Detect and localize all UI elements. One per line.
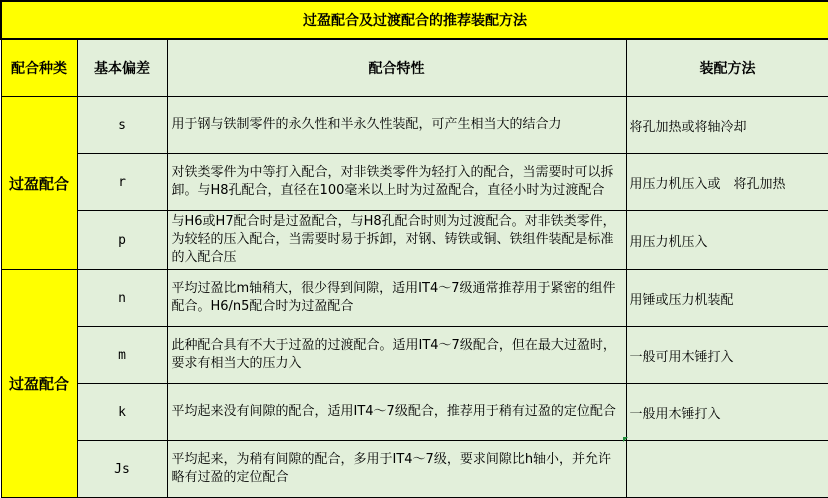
method-cell[interactable] xyxy=(626,441,828,498)
fit-kind-cell[interactable]: 过盈配合 xyxy=(1,270,77,498)
property-cell[interactable]: 对铁类零件为中等打入配合，对非铁类零件为轻打入的配合，当需要时可以拆卸。与H8孔配合，直径在100毫米以上时为过盈配合，直径小时为过渡配合 xyxy=(167,154,626,211)
deviation-cell[interactable]: r xyxy=(77,154,167,211)
property-cell[interactable]: 平均起来，为稍有间隙的配合，多用于IT4～7级，要求间隙比h轴小，并允许略有过盈的定位配合 xyxy=(167,441,626,498)
deviation-cell[interactable]: Js xyxy=(77,441,167,498)
table-row xyxy=(1,211,828,270)
table-title[interactable]: 过盈配合及过渡配合的推荐装配方法 xyxy=(1,1,828,39)
method-cell[interactable]: 用锤或压力机装配 xyxy=(626,270,828,327)
deviation-cell[interactable]: s xyxy=(77,97,167,154)
deviation-cell[interactable]: m xyxy=(77,327,167,384)
method-cell[interactable]: 一般可用木锤打入 xyxy=(626,327,828,384)
method-cell[interactable]: 将孔加热或将轴冷却 xyxy=(626,97,828,154)
property-cell[interactable]: 平均起来没有间隙的配合，适用IT4～7级配合，推荐用于稍有过盈的定位配合 xyxy=(167,384,626,441)
header-assembly-method[interactable]: 装配方法 xyxy=(626,39,828,97)
header-fit-property[interactable]: 配合特性 xyxy=(167,39,626,97)
header-basic-deviation[interactable]: 基本偏差 xyxy=(77,39,167,97)
fit-kind-cell[interactable]: 过盈配合 xyxy=(1,97,77,270)
comment-indicator-icon xyxy=(623,437,628,442)
method-cell[interactable]: 用压力机压入或 将孔加热 xyxy=(626,154,828,211)
table-row xyxy=(1,154,828,211)
deviation-cell[interactable]: n xyxy=(77,270,167,327)
table-row xyxy=(1,97,828,154)
table-row xyxy=(1,384,828,441)
property-cell[interactable]: 用于钢与铁制零件的永久性和半永久性装配，可产生相当大的结合力 xyxy=(167,97,626,154)
table-row xyxy=(1,441,828,498)
deviation-cell[interactable]: p xyxy=(77,211,167,270)
table-row xyxy=(1,270,828,327)
deviation-cell[interactable]: k xyxy=(77,384,167,441)
method-cell[interactable]: 用压力机压入 xyxy=(626,211,828,270)
property-cell[interactable]: 此种配合具有不大于过盈的过渡配合。适用IT4～7级配合，但在最大过盈时，要求有相当大的压力入 xyxy=(167,327,626,384)
header-fit-kind[interactable]: 配合种类 xyxy=(1,39,77,97)
property-cell[interactable]: 平均过盈比m轴稍大，很少得到间隙，适用IT4～7级通常推荐用于紧密的组件配合。H6/n5配合时为过盈配合 xyxy=(167,270,626,327)
property-cell[interactable]: 与H6或H7配合时是过盈配合，与H8孔配合时则为过渡配合。对非铁类零件，为较轻的压入配合，当需要时易于拆卸，对钢、铸铁或铜、铁组件装配是标准的入配合压 xyxy=(167,211,626,270)
table-row xyxy=(1,327,828,384)
method-cell[interactable]: 一般用木锤打入 xyxy=(626,384,828,441)
